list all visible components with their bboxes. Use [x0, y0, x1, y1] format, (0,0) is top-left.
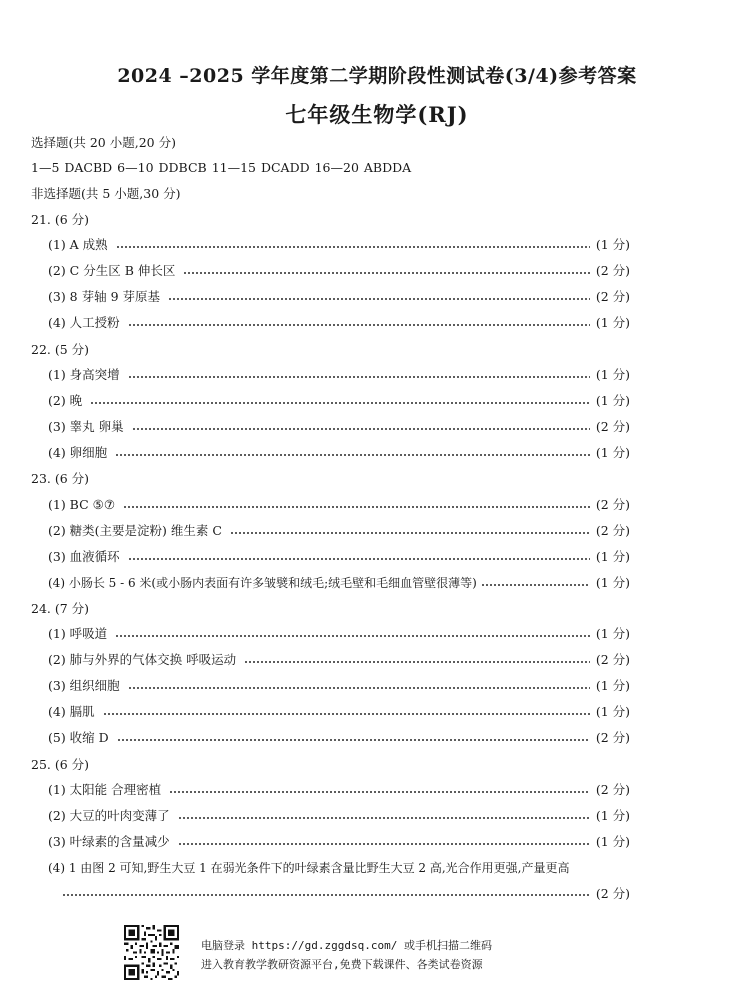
- answer-text: (1) 身高突增: [48, 367, 120, 382]
- answer-text: (3) 血液循环: [48, 549, 120, 564]
- answer-text: (4) 卵细胞: [48, 445, 108, 460]
- score-label: (1 分): [595, 626, 630, 641]
- qr-code-icon[interactable]: [124, 925, 179, 980]
- q22-heading: 22. (5 分): [31, 342, 90, 357]
- score-label: (2 分): [595, 419, 630, 434]
- leader-dots: [123, 506, 590, 508]
- leader-dots: [132, 428, 590, 430]
- leader-dots: [230, 532, 590, 534]
- leader-dots: [128, 324, 590, 326]
- q22-item-4: [48, 445, 630, 461]
- q21-item-2: [48, 263, 630, 279]
- q24-item-4: [48, 704, 630, 720]
- score-label: (1 分): [595, 575, 630, 590]
- score-label: (1 分): [595, 315, 630, 330]
- score-label: (1 分): [595, 393, 630, 408]
- leader-dots: [62, 894, 590, 896]
- leader-dots: [178, 817, 590, 819]
- answer-text: (2) 肺与外界的气体交换 呼吸运动: [48, 652, 237, 667]
- score-label: (2 分): [595, 523, 630, 538]
- leader-dots: [90, 402, 590, 404]
- choice-answers: 1—5 DACBD 6—10 DDBCB 11—15 DCADD 16—20 ABDDA: [31, 160, 412, 175]
- q23-item-1: [48, 497, 630, 513]
- score-label: (2 分): [595, 886, 630, 901]
- leader-dots: [116, 246, 590, 248]
- score-label: (2 分): [595, 263, 630, 278]
- q22-item-1: [48, 367, 630, 383]
- answer-text: (4) 膈肌: [48, 704, 95, 719]
- answer-text: (1) 呼吸道: [48, 626, 108, 641]
- score-label: (2 分): [595, 730, 630, 745]
- q25-item-1: [48, 782, 630, 798]
- q21-item-3: [48, 289, 630, 305]
- leader-dots: [128, 558, 590, 560]
- leader-dots: [481, 584, 590, 586]
- score-label: (2 分): [595, 782, 630, 797]
- leader-dots: [117, 739, 590, 741]
- answer-text: (3) 叶绿素的含量减少: [48, 834, 170, 849]
- q24-item-2: [48, 652, 630, 668]
- score-label: (1 分): [595, 367, 630, 382]
- q21-item-1: [48, 237, 630, 253]
- leader-dots: [244, 661, 590, 663]
- leader-dots: [168, 298, 590, 300]
- q25-heading: 25. (6 分): [31, 757, 90, 772]
- q23-heading: 23. (6 分): [31, 471, 90, 486]
- leader-dots: [178, 843, 590, 845]
- score-label: (1 分): [595, 237, 630, 252]
- score-label: (2 分): [595, 289, 630, 304]
- q21-item-4: [48, 315, 630, 331]
- q25-item-4-text: (4) 1 由图 2 可知,野生大豆 1 在弱光条件下的叶绿素含量比野生大豆 2 高,光合作用更强,产量更高: [48, 861, 570, 875]
- nonchoice-heading: 非选择题(共 5 小题,30 分): [31, 186, 181, 201]
- answer-text: (4) 小肠长 5 - 6 米(或小肠内表面有许多皱襞和绒毛;绒毛壁和毛细血管壁很薄等): [48, 576, 477, 590]
- q22-item-3: [48, 419, 630, 435]
- answer-text: (1) BC ⑤⑦: [48, 497, 116, 512]
- footer-line-1: 电脑登录 https://gd.zggdsq.com/ 或手机扫描二维码: [201, 939, 492, 952]
- answer-text: (1) 太阳能 合理密植: [48, 782, 162, 797]
- leader-dots: [128, 687, 590, 689]
- q24-item-1: [48, 626, 630, 642]
- score-label: (1 分): [595, 704, 630, 719]
- document-subtitle: 七年级生物学(RJ): [285, 102, 469, 127]
- answer-text: (2) 糖类(主要是淀粉) 维生素 C: [48, 523, 222, 538]
- answer-text: (3) 8 芽轴 9 芽原基: [48, 289, 161, 304]
- score-label: (1 分): [595, 549, 630, 564]
- leader-dots: [128, 376, 590, 378]
- answer-text: (2) 大豆的叶肉变薄了: [48, 808, 170, 823]
- footer: [124, 925, 584, 981]
- q23-item-4: [48, 575, 630, 591]
- leader-dots: [115, 454, 590, 456]
- q24-item-3: [48, 678, 630, 694]
- score-label: (1 分): [595, 808, 630, 823]
- answer-text: (3) 睾丸 卵巢: [48, 419, 124, 434]
- leader-dots: [183, 272, 589, 274]
- score-label: (1 分): [595, 445, 630, 460]
- leader-dots: [103, 713, 590, 715]
- q23-item-2: [48, 523, 630, 539]
- q22-item-2: [48, 393, 630, 409]
- answer-text: (5) 收缩 D: [48, 730, 109, 745]
- document-title: 2024 –2025 学年度第二学期阶段性测试卷(3/4)参考答案: [117, 65, 637, 87]
- q25-item-2: [48, 808, 630, 824]
- score-label: (2 分): [595, 652, 630, 667]
- q23-item-3: [48, 549, 630, 565]
- footer-line-2: 进入教育教学教研资源平台,免费下载课件、各类试卷资源: [201, 958, 483, 971]
- score-label: (2 分): [595, 497, 630, 512]
- answer-text: (4) 人工授粉: [48, 315, 120, 330]
- score-label: (1 分): [595, 834, 630, 849]
- answer-text: (1) A 成熟: [48, 237, 108, 252]
- score-label: (1 分): [595, 678, 630, 693]
- q24-item-5: [48, 730, 630, 746]
- q24-heading: 24. (7 分): [31, 601, 90, 616]
- leader-dots: [169, 791, 590, 793]
- leader-dots: [115, 635, 590, 637]
- answer-text: (3) 组织细胞: [48, 678, 120, 693]
- q25-item-3: [48, 834, 630, 850]
- answer-text: (2) C 分生区 B 伸长区: [48, 263, 176, 278]
- choice-heading: 选择题(共 20 小题,20 分): [31, 135, 176, 150]
- answer-text: (2) 晚: [48, 393, 83, 408]
- q25-item-4-score-row: [62, 885, 630, 901]
- q21-heading: 21. (6 分): [31, 212, 90, 227]
